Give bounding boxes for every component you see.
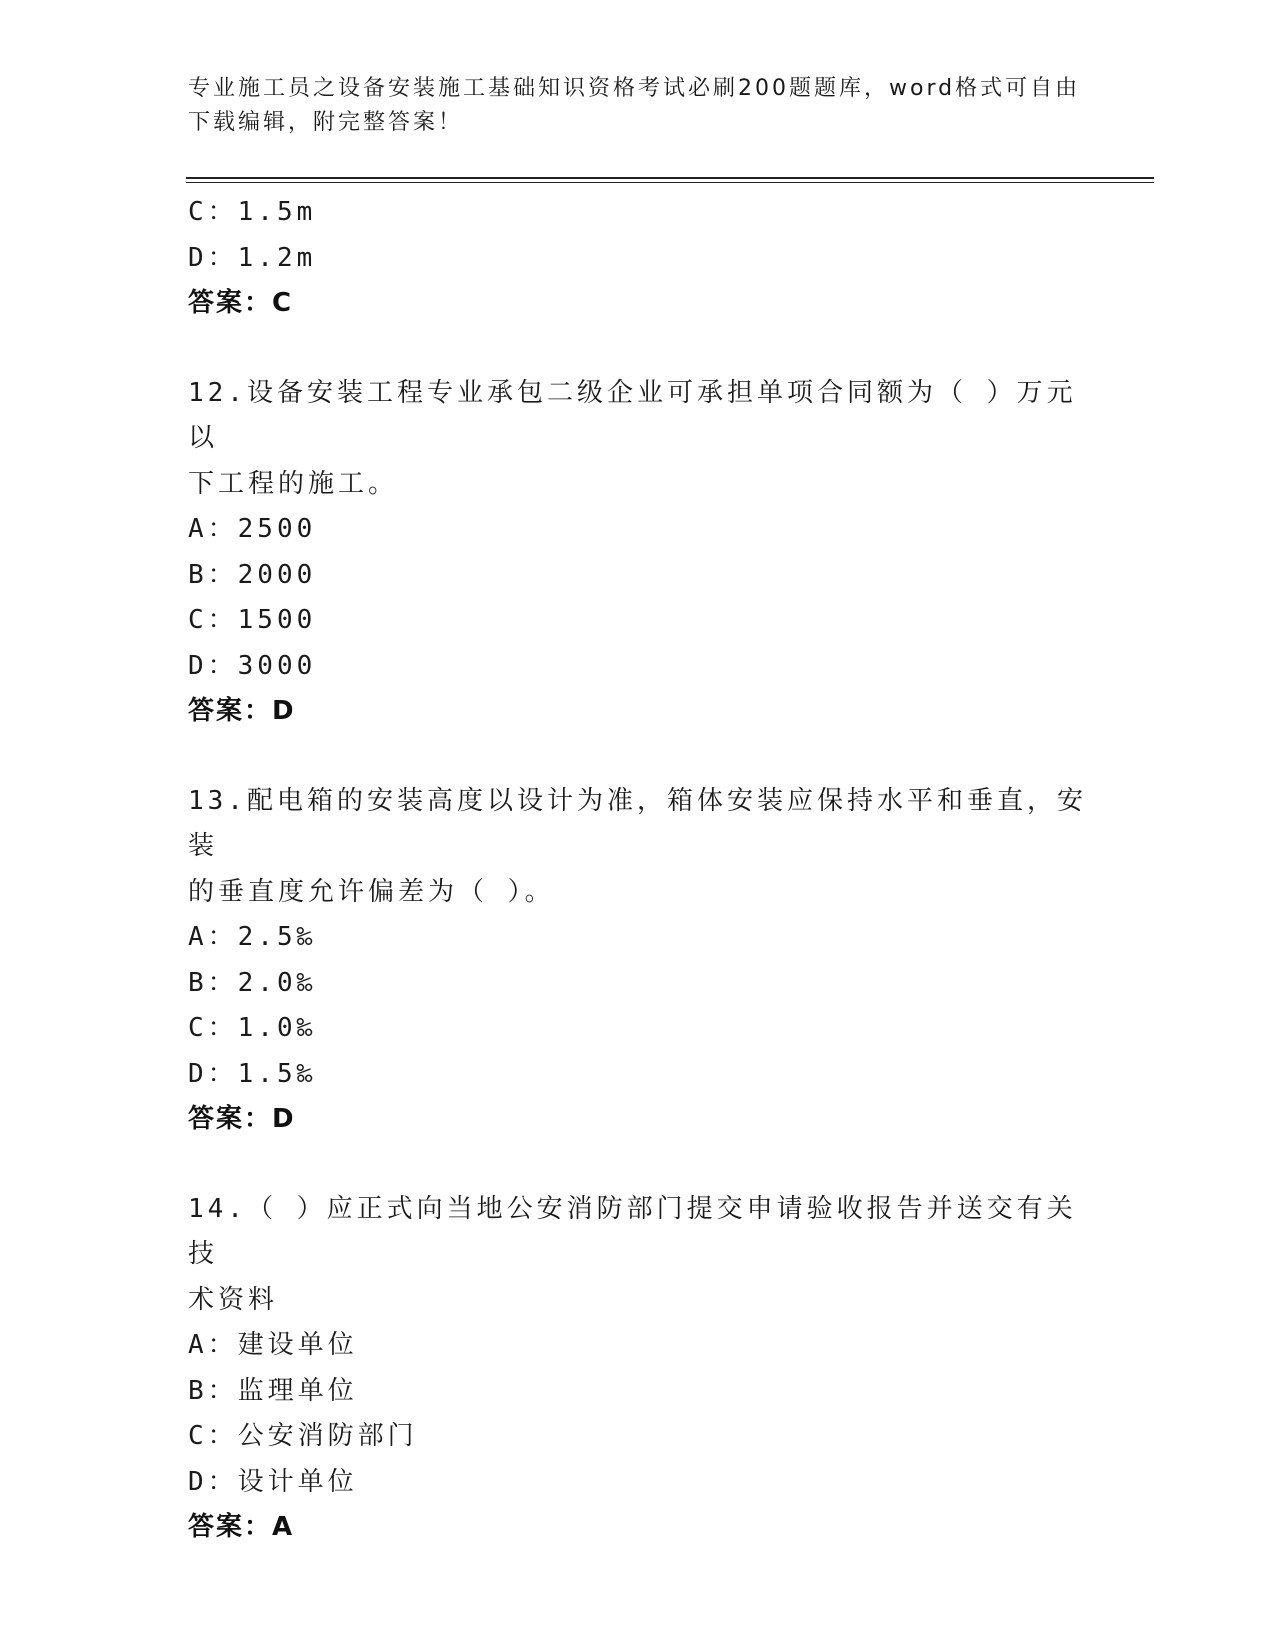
header-rule-thick [186, 177, 1154, 179]
document-header: 专业施工员之设备安装施工基础知识资格考试必刷200题题库，word格式可自由下载编辑，附完整答案！ [188, 76, 1081, 135]
option-c: C：1500 [188, 605, 317, 635]
document-content [188, 190, 1088, 1551]
question-text-line-1: 14.（ ）应正式向当地公安消防部门提交申请验收报告并送交有关技 [188, 1193, 1077, 1269]
option-b: B：2.0‰ [188, 967, 317, 998]
question-text-line-2: 的垂直度允许偏差为（ ）。 [188, 876, 555, 907]
option-a: A：建设单位 [188, 1330, 358, 1360]
option-c: C：1.0‰ [188, 1013, 317, 1043]
option-d: D：3000 [188, 650, 317, 681]
question-12 [188, 371, 1088, 735]
option-a: A：2.5‰ [188, 922, 317, 952]
option-b: B：2000 [188, 559, 317, 590]
option-b: B：监理单位 [188, 1375, 358, 1406]
question-13 [188, 779, 1088, 1143]
option-d: D：1.5‰ [188, 1058, 317, 1089]
spacer [188, 735, 1088, 779]
question-text-line-2: 术资料 [188, 1284, 279, 1315]
answer-line: 答案：D [188, 1104, 296, 1134]
question-text-line-2: 下工程的施工。 [188, 468, 399, 499]
answer-line: 答案：C [188, 288, 294, 318]
question-text-line-1: 13.配电箱的安装高度以设计为准，箱体安装应保持水平和垂直，安装 [188, 785, 1087, 861]
option-c: C：1.5m [188, 197, 317, 227]
answer-line: 答案：A [188, 1512, 295, 1542]
option-d: D：设计单位 [188, 1466, 358, 1497]
option-c: C：公安消防部门 [188, 1421, 418, 1451]
spacer [188, 327, 1088, 371]
header-rule-thin [186, 182, 1154, 183]
answer-line: 答案：D [188, 696, 296, 726]
question-text-line-1: 12.设备安装工程专业承包二级企业可承担单项合同额为（ ）万元以 [188, 377, 1077, 453]
question-14 [188, 1187, 1088, 1551]
option-d: D：1.2m [188, 242, 317, 273]
spacer [188, 1143, 1088, 1187]
previous-question-tail [188, 190, 1088, 327]
option-a: A：2500 [188, 514, 317, 544]
